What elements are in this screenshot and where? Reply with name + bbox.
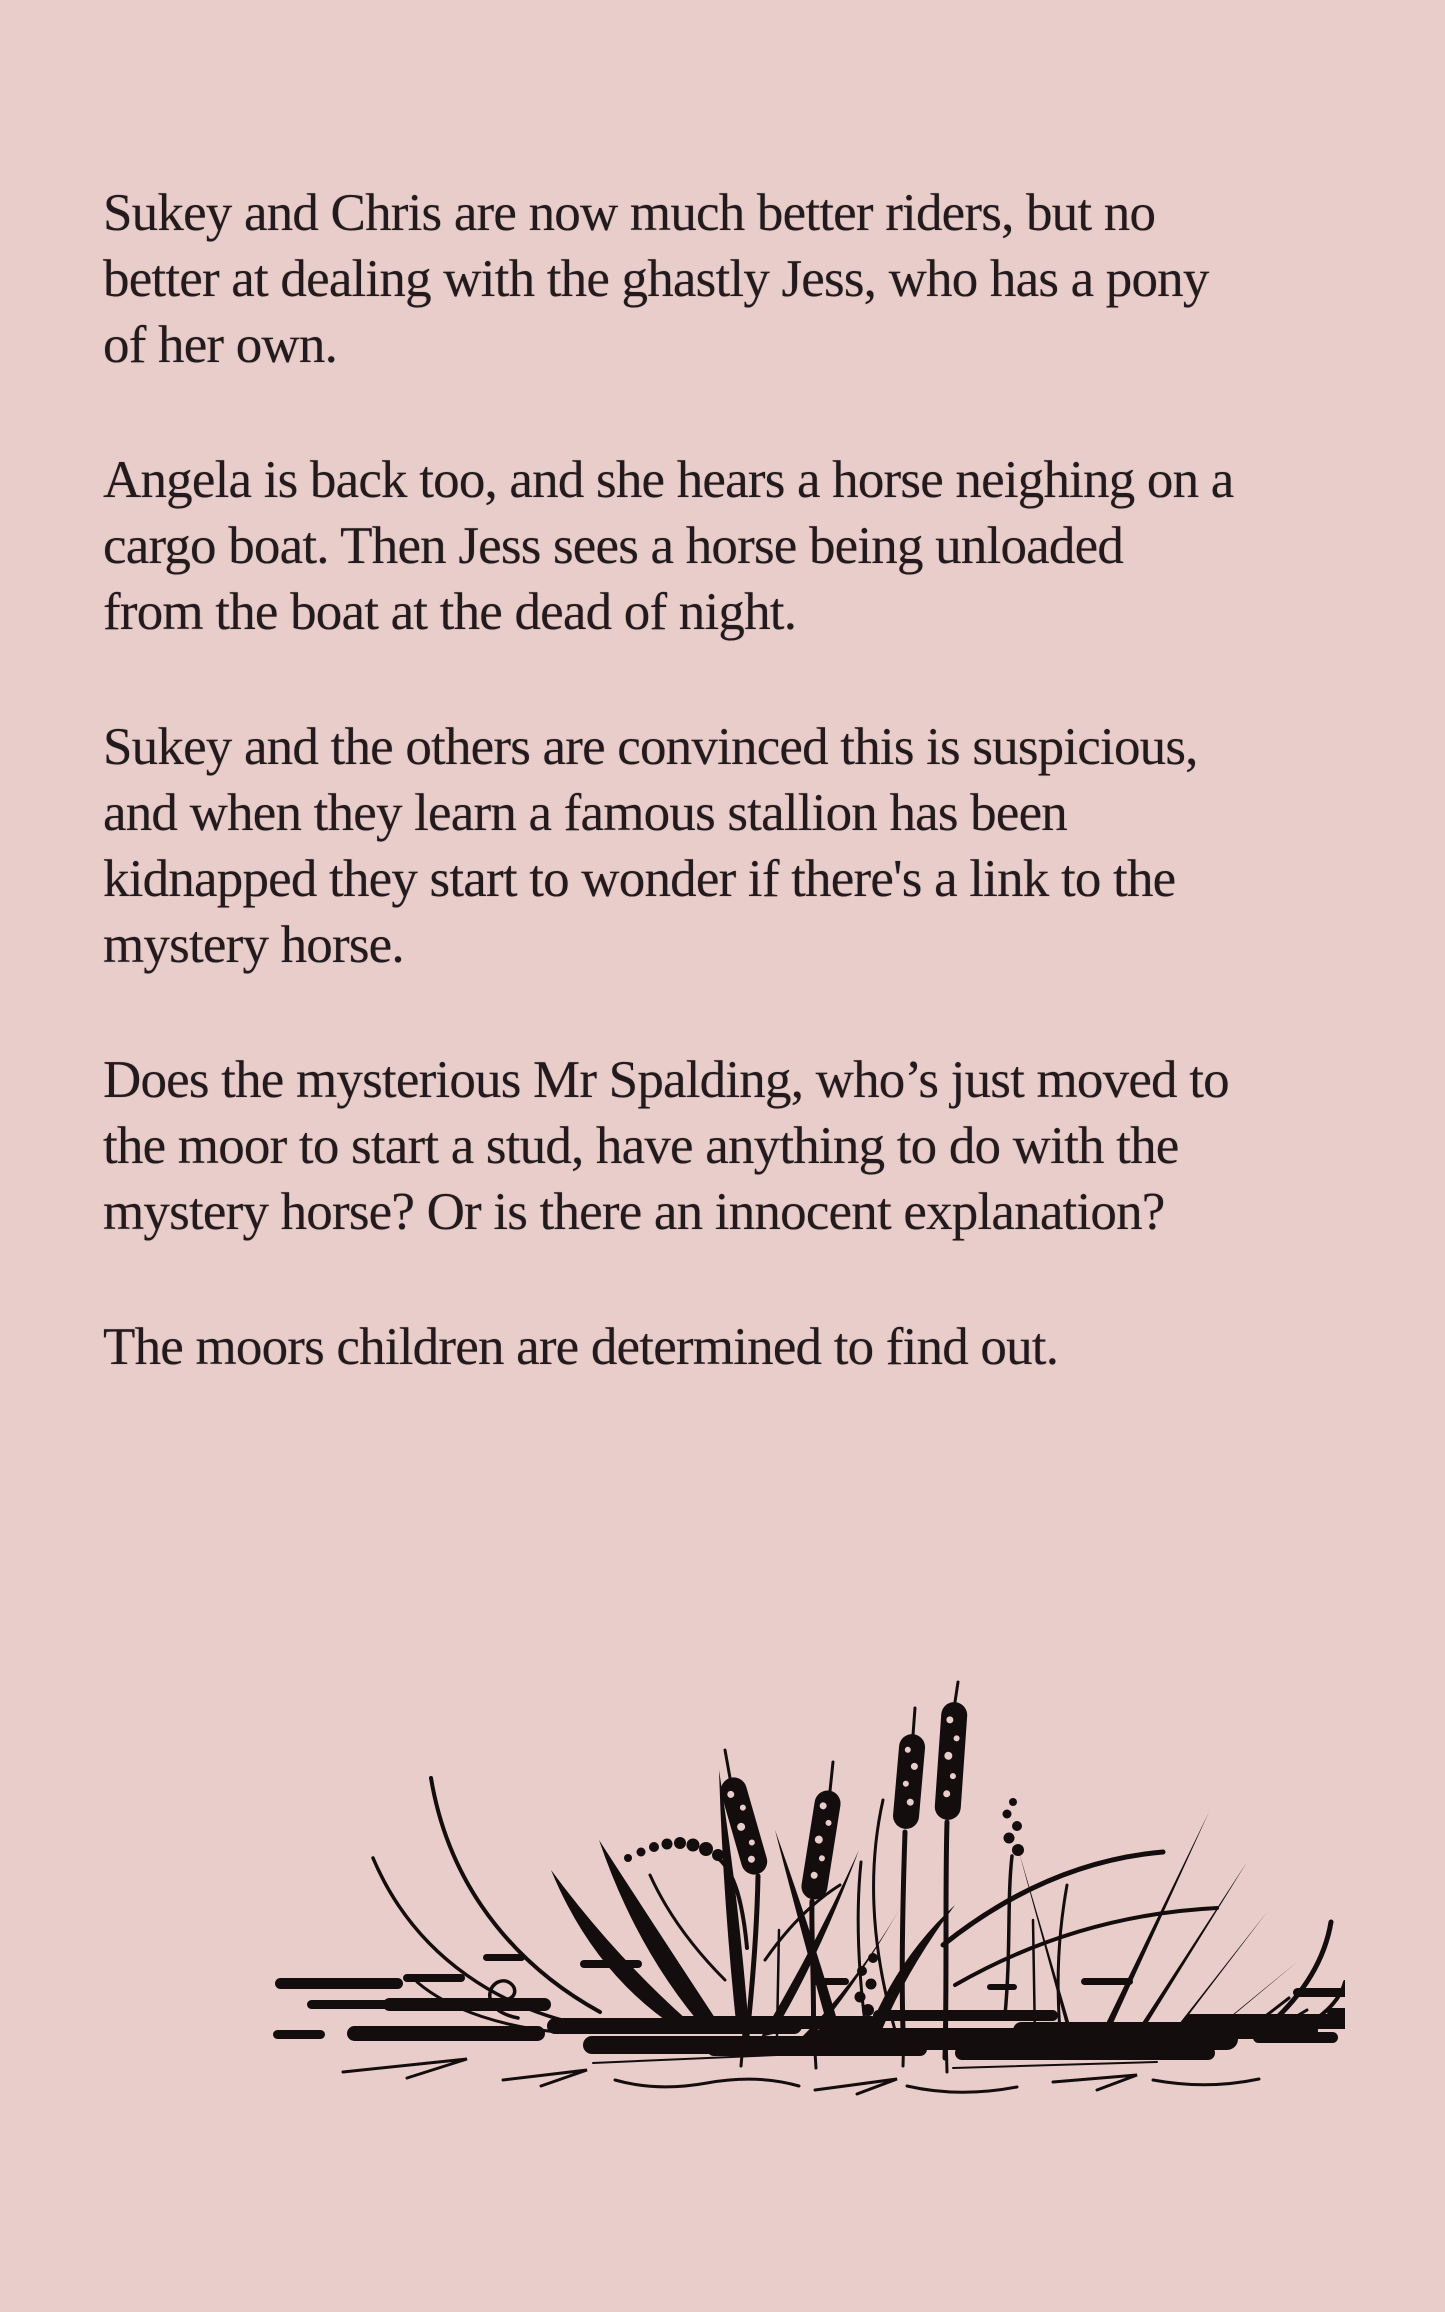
blurb-paragraph-1 [103,180,1363,378]
blurb-line: mystery horse? Or is there an innocent explanation? [103,1183,1165,1241]
blurb-paragraph-4 [103,1047,1363,1245]
blurb-line: from the boat at the dead of night. [103,583,797,641]
back-cover-blurb [103,180,1363,1449]
blurb-paragraph-2 [103,447,1363,645]
left-grass-arcs [373,1778,840,2032]
blurb-line: and when they learn a famous stallion has been [103,784,1067,842]
blurb-line: of her own. [103,316,338,374]
blurb-line: mystery horse. [103,916,404,974]
blurb-line: the moor to start a stud, have anything to do with the [103,1117,1179,1175]
blurb-line: Does the mysterious Mr Spalding, who’s just moved to [103,1051,1229,1109]
blurb-paragraph-3 [103,714,1363,978]
blurb-line: Sukey and Chris are now much better riders, but no [103,184,1156,242]
blurb-line: Angela is back too, and she hears a horse neighing on a [103,451,1234,509]
blurb-line: The moors children are determined to find out. [103,1318,1059,1376]
blurb-line: kidnapped they start to wonder if there's a link to the [103,850,1176,908]
reeds-illustration-svg [255,1680,1345,2140]
water-surface [273,1954,1345,2060]
blurb-line: Sukey and the others are convinced this is suspicious, [103,718,1198,776]
blurb-paragraph-5 [103,1314,1363,1380]
blurb-line: cargo boat. Then Jess sees a horse being unloaded [103,517,1124,575]
cattail-heads [718,1701,968,1901]
blurb-line: better at dealing with the ghastly Jess, who has a pony [103,250,1209,308]
reeds-illustration [255,1680,1345,2140]
